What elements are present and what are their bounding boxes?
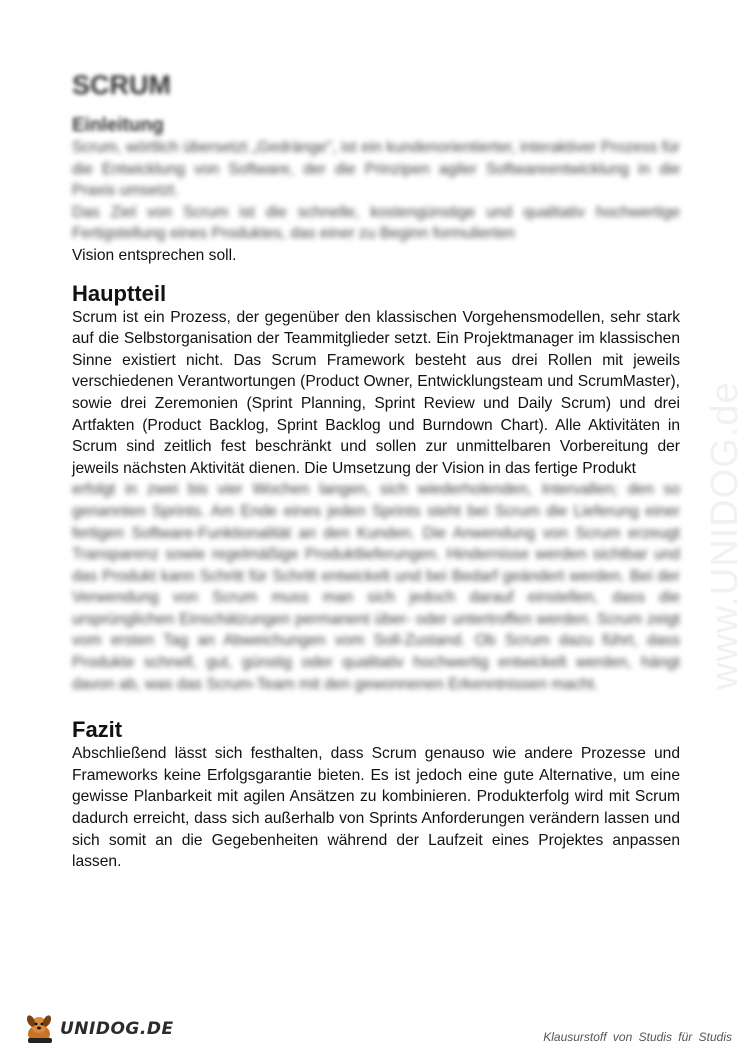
- watermark: www.UNIDOG.de: [704, 381, 746, 690]
- section-heading: Hauptteil: [72, 280, 167, 306]
- paragraph: Abschließend lässt sich festhalten, dass Scrum genauso wie andere Prozesse und Frameworks keine Erfolgsgarantie bieten. Es ist jedoch eine gute Alternative, um eine gewisse Planbarkeit mit agilen Ansätzen zu kombinieren. Produkterfolg wird mit Scrum dadurch erreicht, dass sich außerhalb von Sprints Anforderungen verändern lassen und sich somit an die Gegebenheiten während der Laufzeit eines Projektes anpassen lassen.: [72, 745, 680, 871]
- footer-logo[interactable]: [22, 1012, 174, 1046]
- paragraph-tail: Vision entsprechen soll.: [72, 246, 237, 264]
- section-hauptteil: [72, 281, 680, 696]
- document-title: SCRUM: [72, 70, 171, 100]
- footer-tagline: Klausurstoff von Studis für Studis: [543, 1030, 732, 1044]
- paragraph: Das Ziel von Scrum ist die schnelle, kostengünstige und qualitativ hochwertige Fertigstellung eines Produktes, das einer zu Beginn formulierten: [72, 203, 680, 243]
- paragraph-blurred: erfolgt in zwei bis vier Wochen langen, sich wiederholenden, Intervallen; den so genannten Sprints. Am Ende eines jeden Sprints steht bei Scrum die Lieferung einer fertigen Software-Funktionalität an den Kunden. Die Anwendung von Scrum erzeugt Transparenz sowie regelmäßige Produktlieferungen. Hindernisse werden sichtbar und das Produkt kann Schritt für Schritt entwickelt und bei Bedarf geändert werden. Bei der Verwendung von Scrum muss man sich jedoch darauf einstellen, dass die ursprünglichen Einschätzungen permanent über- oder untertroffen werden. Scrum zeigt vom ersten Tag an Abweichungen vom Soll-Zustand. Ob Scrum dazu führt, dass Produkte schnell, gut, günstig oder qualitativ hochwertig entwickelt werden, hängt davon ab, was das Scrum-Team mit den gewonnenen Erkenntnissen macht.: [72, 481, 680, 693]
- document-body: [72, 70, 680, 873]
- dog-icon: [22, 1012, 58, 1046]
- section-heading: Einleitung: [72, 115, 164, 136]
- paragraph: Scrum ist ein Prozess, der gegenüber den klassischen Vorgehensmodellen, sehr stark auf die Selbstorganisation der Teammitglieder setzt. Ein Projektmanager im klassischen Sinne existiert nicht. Das Scrum Framework besteht aus drei Rollen mit jeweils verschiedenen Verantwortungen (Product Owner, Entwicklungsteam und ScrumMaster), sowie drei Zeremonien (Sprint Planning, Sprint Review und Daily Scrum) und drei Artfakten (Product Backlog, Sprint Backlog und Burndown Chart). Alle Aktivitäten in Scrum sind zeitlich fest beschränkt und sollen zur unmittelbaren Vorbereitung der jeweils nächsten Aktivität dienen. Die Umsetzung der Vision in das fertige Produkt: [72, 308, 680, 477]
- section-fazit: [72, 717, 680, 873]
- logo-text: UNIDOG.DE: [60, 1019, 174, 1039]
- section-einleitung: [72, 115, 680, 267]
- paragraph: Scrum, wörtlich übersetzt „Gedränge", ist ein kundenorientierter, interaktiver Prozess für die Entwicklung von Software, der die Prinzipen agiler Softwareentwicklung in die Praxis umsetzt.: [72, 139, 680, 200]
- section-heading: Fazit: [72, 717, 123, 743]
